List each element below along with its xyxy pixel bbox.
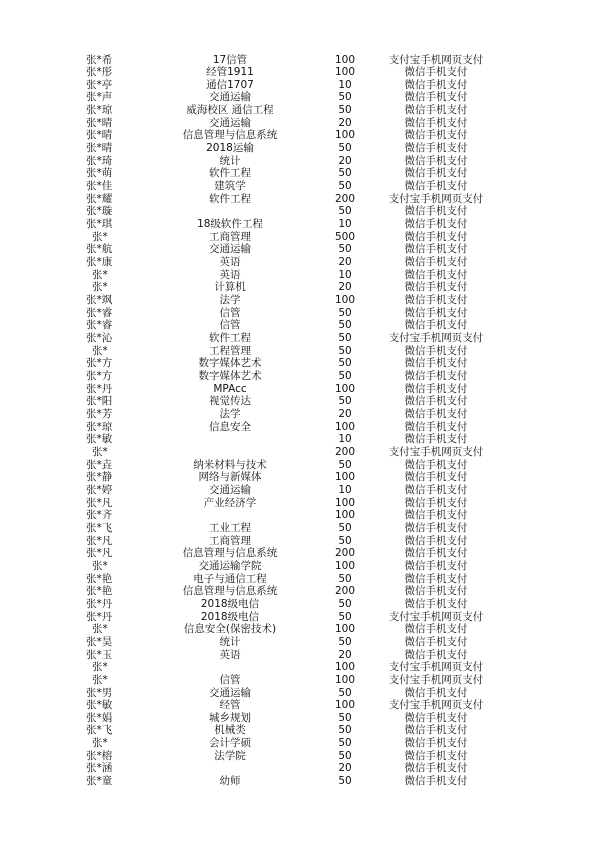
- table-row: [0, 281, 600, 294]
- donor-major: 数字媒体艺术: [198, 370, 262, 382]
- donor-name: 张*飒: [86, 294, 113, 307]
- payment-method: 微信手机支付: [404, 370, 468, 382]
- donor-major: 工商管理: [209, 230, 251, 243]
- table-row: [0, 661, 600, 674]
- table-row: [0, 319, 600, 332]
- table-row: [0, 155, 600, 168]
- donor-major: 幼师: [219, 775, 241, 788]
- donation-amount: 50: [338, 104, 352, 117]
- donor-name: 张*丹: [86, 597, 113, 610]
- payment-method: 微信手机支付: [404, 116, 468, 129]
- donor-name: 张*昊: [86, 635, 113, 648]
- donor-name: 张*琦: [86, 154, 113, 167]
- donor-name: 张*垚: [86, 458, 113, 471]
- donor-name: 张*敏: [86, 699, 113, 712]
- table-row: [0, 535, 600, 548]
- table-row: [0, 724, 600, 737]
- donation-amount: 50: [338, 572, 352, 585]
- donation-amount: 100: [334, 699, 356, 712]
- table-row: [0, 332, 600, 345]
- donor-name: 张*: [92, 661, 108, 674]
- donor-name: 张*耀: [86, 192, 113, 205]
- donation-amount: 50: [338, 597, 352, 610]
- donor-major: 经管1911: [206, 66, 254, 79]
- donation-amount: 50: [338, 686, 352, 699]
- payment-method: 微信手机支付: [404, 154, 468, 167]
- donation-amount: 50: [338, 724, 352, 737]
- table-row: [0, 357, 600, 370]
- donation-amount: 50: [338, 711, 352, 724]
- donation-amount: 100: [334, 661, 356, 674]
- donor-major: 信息管理与信息系统: [182, 129, 278, 142]
- payment-method: 微信手机支付: [404, 585, 468, 598]
- donor-name: 张*亭: [86, 78, 113, 91]
- donor-name: 张*阳: [86, 395, 113, 408]
- table-row: [0, 269, 600, 282]
- payment-method: 微信手机支付: [404, 218, 468, 231]
- donor-major: 信息安全: [209, 420, 251, 433]
- donation-amount: 50: [338, 306, 352, 319]
- donor-major: 交通运输: [209, 91, 251, 104]
- donor-major: 建筑学: [214, 180, 246, 193]
- payment-method: 支付宝手机网页支付: [388, 53, 484, 66]
- donor-name: 张*静: [86, 471, 113, 484]
- payment-method: 支付宝手机网页支付: [388, 661, 484, 674]
- donor-name: 张*芳: [86, 407, 113, 420]
- donor-major: 交通运输学院: [198, 559, 262, 572]
- donor-major: 法学: [219, 294, 241, 307]
- payment-method: 微信手机支付: [404, 78, 468, 91]
- donor-major: 2018运输: [206, 142, 254, 155]
- donor-name: 张*丹: [86, 382, 113, 395]
- donation-amount: 100: [334, 509, 356, 522]
- donor-name: 张*声: [86, 91, 113, 104]
- donor-name: 张*凡: [86, 496, 113, 509]
- payment-method: 微信手机支付: [404, 749, 468, 762]
- donation-amount: 100: [334, 471, 356, 484]
- donor-major: 机械类: [214, 724, 246, 737]
- donor-name: 张*娟: [86, 711, 113, 724]
- donation-amount: 50: [338, 180, 352, 193]
- payment-method: 微信手机支付: [404, 534, 468, 547]
- donation-amount: 500: [334, 230, 356, 243]
- donor-name: 张*晴: [86, 142, 113, 155]
- payment-method: 微信手机支付: [404, 686, 468, 699]
- donor-major: 交通运输: [209, 116, 251, 129]
- donor-name: 张*: [92, 344, 108, 357]
- table-row: [0, 484, 600, 497]
- table-row: [0, 573, 600, 586]
- donor-name: 张*涵: [86, 762, 113, 775]
- payment-method: 微信手机支付: [404, 243, 468, 256]
- donor-name: 张*丹: [86, 610, 113, 623]
- donor-major: 软件工程: [209, 332, 251, 345]
- donor-name: 张*齐: [86, 509, 113, 522]
- donor-name: 张*: [92, 673, 108, 686]
- donation-amount: 50: [338, 319, 352, 332]
- donor-major: 交通运输: [209, 686, 251, 699]
- donor-name: 张*希: [86, 53, 113, 66]
- payment-method: 微信手机支付: [404, 521, 468, 534]
- table-row: [0, 699, 600, 712]
- donation-amount: 50: [338, 534, 352, 547]
- table-row: [0, 674, 600, 687]
- donation-amount: 50: [338, 610, 352, 623]
- payment-method: 微信手机支付: [404, 66, 468, 79]
- donor-name: 张*艳: [86, 572, 113, 585]
- table-row: [0, 737, 600, 750]
- donation-amount: 20: [338, 407, 352, 420]
- payment-method: 微信手机支付: [404, 104, 468, 117]
- donor-major: 英语: [219, 648, 241, 661]
- donation-amount: 100: [334, 294, 356, 307]
- table-row: [0, 193, 600, 206]
- donor-name: 张*沁: [86, 332, 113, 345]
- payment-method: 微信手机支付: [404, 294, 468, 307]
- donor-name: 张*飞: [86, 521, 113, 534]
- donor-name: 张*童: [86, 775, 113, 788]
- payment-method: 微信手机支付: [404, 775, 468, 788]
- donor-name: 张*方: [86, 357, 113, 370]
- donor-major: 18级软件工程: [197, 218, 263, 231]
- donor-major: 信息安全(保密技术): [183, 623, 277, 636]
- table-row: [0, 421, 600, 434]
- donation-amount: 100: [334, 129, 356, 142]
- payment-method: 微信手机支付: [404, 496, 468, 509]
- payment-method: 微信手机支付: [404, 91, 468, 104]
- donor-name: 张*琼: [86, 104, 113, 117]
- donation-amount: 50: [338, 521, 352, 534]
- table-row: [0, 762, 600, 775]
- donor-name: 张*航: [86, 243, 113, 256]
- donor-major: 交通运输: [209, 243, 251, 256]
- table-row: [0, 598, 600, 611]
- donation-amount: 10: [338, 433, 352, 446]
- payment-method: 微信手机支付: [404, 382, 468, 395]
- table-row: [0, 433, 600, 446]
- table-row: [0, 91, 600, 104]
- payment-method: 微信手机支付: [404, 471, 468, 484]
- donor-major: 视觉传达: [209, 395, 251, 408]
- donor-major: 数字媒体艺术: [198, 357, 262, 370]
- donation-amount: 10: [338, 218, 352, 231]
- table-row: [0, 383, 600, 396]
- payment-method: 微信手机支付: [404, 407, 468, 420]
- donor-name: 张*: [92, 623, 108, 636]
- payment-method: 微信手机支付: [404, 572, 468, 585]
- donor-name: 张*佳: [86, 180, 113, 193]
- payment-method: 微信手机支付: [404, 344, 468, 357]
- table-row: [0, 446, 600, 459]
- payment-method: 微信手机支付: [404, 230, 468, 243]
- donation-amount: 200: [334, 547, 356, 560]
- donor-name: 张*晴: [86, 129, 113, 142]
- donation-amount: 100: [334, 382, 356, 395]
- donor-name: 张*彤: [86, 66, 113, 79]
- payment-method: 微信手机支付: [404, 724, 468, 737]
- table-row: [0, 750, 600, 763]
- donor-name: 张*榕: [86, 749, 113, 762]
- donation-amount: 50: [338, 458, 352, 471]
- donor-name: 张*凡: [86, 547, 113, 560]
- payment-method: 微信手机支付: [404, 458, 468, 471]
- table-row: [0, 408, 600, 421]
- donation-amount: 50: [338, 749, 352, 762]
- payment-method: 微信手机支付: [404, 559, 468, 572]
- donor-name: 张*: [92, 230, 108, 243]
- donor-name: 张*敏: [86, 433, 113, 446]
- donor-name: 张*方: [86, 370, 113, 382]
- table-row: [0, 180, 600, 193]
- payment-method: 支付宝手机网页支付: [388, 699, 484, 712]
- payment-method: 支付宝手机网页支付: [388, 445, 484, 458]
- table-row: [0, 66, 600, 79]
- table-row: [0, 649, 600, 662]
- donor-major: 交通运输: [209, 483, 251, 496]
- donor-major: 信息管理与信息系统: [182, 585, 278, 598]
- donor-name: 张*晴: [86, 116, 113, 129]
- donation-amount: 10: [338, 78, 352, 91]
- payment-method: 微信手机支付: [404, 142, 468, 155]
- donor-major: 电子与通信工程: [193, 572, 267, 585]
- donor-name: 张*: [92, 445, 108, 458]
- table-row: [0, 218, 600, 231]
- donor-major: 信管: [219, 673, 241, 686]
- payment-method: 微信手机支付: [404, 762, 468, 775]
- payment-method: 微信手机支付: [404, 635, 468, 648]
- payment-method: 微信手机支付: [404, 547, 468, 560]
- donor-major: 信管: [219, 306, 241, 319]
- donor-major: 网络与新媒体: [198, 471, 262, 484]
- donor-name: 张*: [92, 737, 108, 750]
- donation-amount: 10: [338, 483, 352, 496]
- payment-method: 支付宝手机网页支付: [388, 332, 484, 345]
- donor-major: 法学: [219, 407, 241, 420]
- table-row: [0, 560, 600, 573]
- payment-method: 微信手机支付: [404, 648, 468, 661]
- donor-major: 软件工程: [209, 167, 251, 180]
- payment-method: 微信手机支付: [404, 737, 468, 750]
- table-row: [0, 585, 600, 598]
- donation-amount: 50: [338, 205, 352, 218]
- donor-name: 张*玉: [86, 648, 113, 661]
- payment-method: 微信手机支付: [404, 306, 468, 319]
- table-row: [0, 459, 600, 472]
- donor-major: 英语: [219, 256, 241, 269]
- table-row: [0, 471, 600, 484]
- donation-amount: 100: [334, 66, 356, 79]
- payment-method: 微信手机支付: [404, 167, 468, 180]
- donor-major: 会计学硕: [209, 737, 251, 750]
- donation-amount: 100: [334, 559, 356, 572]
- donor-name: 张*凡: [86, 534, 113, 547]
- donation-amount: 50: [338, 243, 352, 256]
- table-row: [0, 636, 600, 649]
- table-row: [0, 294, 600, 307]
- payment-method: 微信手机支付: [404, 483, 468, 496]
- payment-method: 微信手机支付: [404, 319, 468, 332]
- donor-major: 信息管理与信息系统: [182, 547, 278, 560]
- donor-name: 张*睿: [86, 319, 113, 332]
- table-row: [0, 256, 600, 269]
- donor-name: 张*: [92, 268, 108, 281]
- donation-amount: 50: [338, 370, 352, 382]
- payment-method: 微信手机支付: [404, 509, 468, 522]
- donor-major: 统计: [219, 635, 241, 648]
- donation-amount: 50: [338, 775, 352, 788]
- donor-major: 通信1707: [206, 78, 254, 91]
- donor-major: 17信管: [212, 53, 248, 66]
- donation-amount: 50: [338, 344, 352, 357]
- donation-amount: 50: [338, 91, 352, 104]
- donation-amount: 50: [338, 167, 352, 180]
- donor-name: 张*: [92, 281, 108, 294]
- donor-major: 信管: [219, 319, 241, 332]
- donor-major: 软件工程: [209, 192, 251, 205]
- payment-method: 微信手机支付: [404, 268, 468, 281]
- payment-method: 微信手机支付: [404, 281, 468, 294]
- donation-amount: 100: [334, 623, 356, 636]
- donor-major: 威海校区 通信工程: [186, 104, 274, 117]
- table-row: [0, 167, 600, 180]
- table-row: [0, 117, 600, 130]
- table-row: [0, 497, 600, 510]
- payment-method: 支付宝手机网页支付: [388, 673, 484, 686]
- donor-major: 工业工程: [209, 521, 251, 534]
- table-row: [0, 395, 600, 408]
- table-row: [0, 712, 600, 725]
- donor-major: 2018级电信: [200, 610, 260, 623]
- table-row: [0, 104, 600, 117]
- donation-amount: 50: [338, 635, 352, 648]
- table-row: [0, 142, 600, 155]
- table-row: [0, 775, 600, 788]
- donor-name: 张*琪: [86, 218, 113, 231]
- donor-major: 工商管理: [209, 534, 251, 547]
- donor-name: 张*琼: [86, 420, 113, 433]
- donor-name: 张*萌: [86, 167, 113, 180]
- table-row: [0, 509, 600, 522]
- donor-name: 张*睿: [86, 306, 113, 319]
- donor-major: 纳米材料与技术: [193, 458, 267, 471]
- payment-method: 微信手机支付: [404, 420, 468, 433]
- donation-amount: 50: [338, 737, 352, 750]
- donation-amount: 200: [334, 192, 356, 205]
- donation-amount: 20: [338, 281, 352, 294]
- table-row: [0, 370, 600, 383]
- table-row: [0, 611, 600, 624]
- table-row: [0, 687, 600, 700]
- donor-major: 2018级电信: [200, 597, 260, 610]
- donor-major: 法学院: [214, 749, 246, 762]
- donor-major: 经管: [219, 699, 241, 712]
- donation-amount: 100: [334, 420, 356, 433]
- donation-amount: 50: [338, 357, 352, 370]
- table-row: [0, 345, 600, 358]
- donor-name: 张*婷: [86, 483, 113, 496]
- donation-amount: 20: [338, 154, 352, 167]
- table-row: [0, 522, 600, 535]
- donor-major: 英语: [219, 268, 241, 281]
- donation-amount: 200: [334, 445, 356, 458]
- donor-major: MPAcc: [213, 382, 247, 395]
- payment-method: 微信手机支付: [404, 180, 468, 193]
- donor-major: 工程管理: [209, 344, 251, 357]
- donation-amount: 10: [338, 268, 352, 281]
- donor-major: 城乡规划: [209, 711, 251, 724]
- table-row: [0, 79, 600, 92]
- table-row: [0, 231, 600, 244]
- donation-amount: 100: [334, 673, 356, 686]
- donation-amount: 20: [338, 762, 352, 775]
- payment-method: 微信手机支付: [404, 256, 468, 269]
- payment-method: 微信手机支付: [404, 129, 468, 142]
- table-row: [0, 54, 600, 67]
- donor-major: 计算机: [214, 281, 246, 294]
- donor-name: 张*艳: [86, 585, 113, 598]
- payment-method: 支付宝手机网页支付: [388, 610, 484, 623]
- donor-name: 张*飞: [86, 724, 113, 737]
- payment-method: 微信手机支付: [404, 205, 468, 218]
- payment-method: 微信手机支付: [404, 395, 468, 408]
- payment-method: 微信手机支付: [404, 433, 468, 446]
- payment-method: 微信手机支付: [404, 597, 468, 610]
- donation-amount: 20: [338, 256, 352, 269]
- payment-method: 微信手机支付: [404, 623, 468, 636]
- table-row: [0, 205, 600, 218]
- payment-method: 支付宝手机网页支付: [388, 192, 484, 205]
- table-row: [0, 243, 600, 256]
- donation-amount: 100: [334, 496, 356, 509]
- table-row: [0, 623, 600, 636]
- payment-method: 微信手机支付: [404, 711, 468, 724]
- payment-method: 微信手机支付: [404, 357, 468, 370]
- donation-amount: 100: [334, 53, 356, 66]
- donation-amount: 50: [338, 142, 352, 155]
- table-row: [0, 307, 600, 320]
- donation-amount: 20: [338, 116, 352, 129]
- donor-name: 张*: [92, 559, 108, 572]
- donor-major: 统计: [219, 154, 241, 167]
- donation-amount: 50: [338, 332, 352, 345]
- table-row: [0, 129, 600, 142]
- donor-major: 产业经济学: [203, 496, 257, 509]
- donor-name: 张*康: [86, 256, 113, 269]
- donation-amount: 20: [338, 648, 352, 661]
- donation-amount: 50: [338, 395, 352, 408]
- donor-name: 张*男: [86, 686, 113, 699]
- donation-amount: 200: [334, 585, 356, 598]
- donor-name: 张*璇: [86, 205, 113, 218]
- table-row: [0, 547, 600, 560]
